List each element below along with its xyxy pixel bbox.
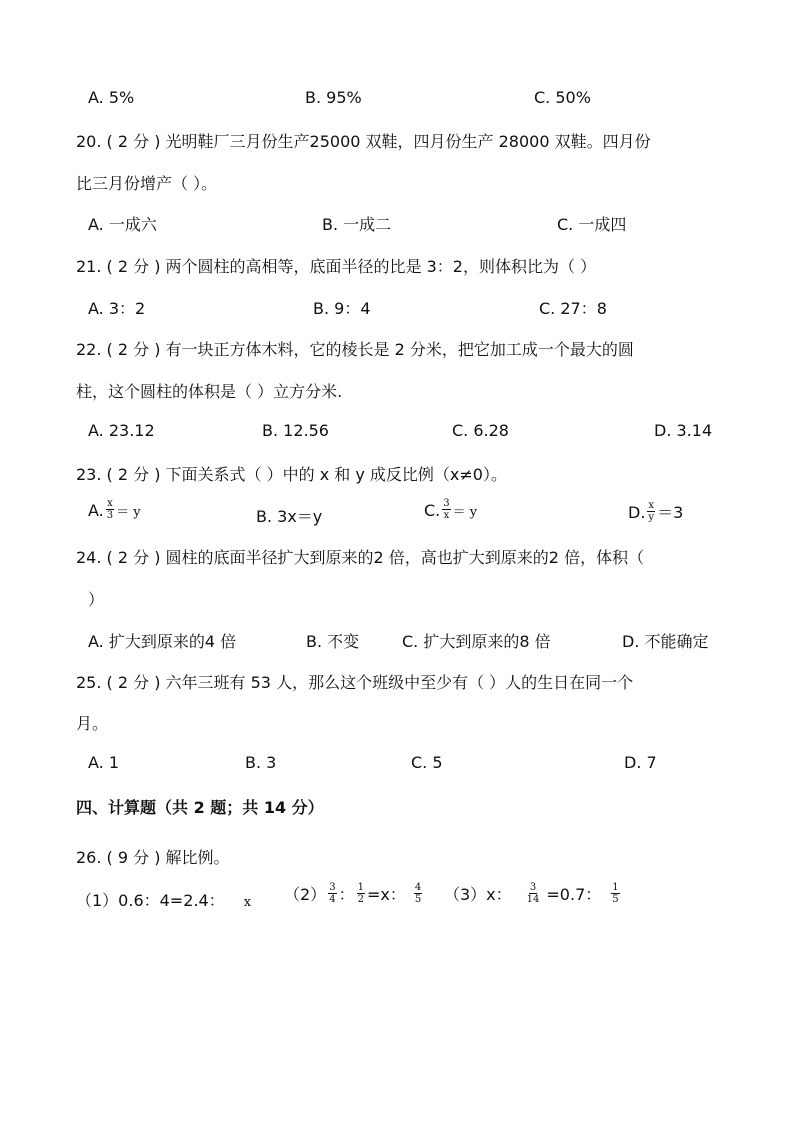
q25-option-b: B. 3 — [245, 753, 277, 772]
q24-option-c: C. 扩大到原来的8 倍 — [402, 632, 551, 651]
q24-option-b: B. 不变 — [306, 632, 360, 651]
q23-option-c-tail: ＝ y — [452, 505, 478, 520]
fraction — [526, 882, 541, 905]
q23-option-c-label: C. — [424, 501, 441, 520]
fraction-denominator: 2 — [357, 894, 364, 905]
q25-stem-line2: 月。 — [76, 714, 109, 733]
fraction-numerator: x — [648, 500, 655, 511]
fraction-denominator: 3 — [106, 510, 114, 521]
q24-option-a: A. 扩大到原来的4 倍 — [88, 632, 237, 651]
q24-stem-line2: ） — [88, 590, 105, 609]
fraction-numerator: x — [107, 498, 113, 509]
q23-stem: 23. ( 2 分 ) 下面关系式（ ）中的 x 和 y 成反比例（x≠0）。 — [76, 465, 507, 484]
q23-option-d-label: D. — [628, 503, 646, 522]
q23-option-c — [424, 500, 477, 523]
q26-stem: 26. ( 9 分 ) 解比例。 — [76, 848, 230, 867]
section-heading: 四、计算题（共 2 题；共 14 分） — [76, 798, 324, 817]
q23-option-b: B. 3x＝y — [256, 507, 323, 526]
q20-option-c: C. 一成四 — [557, 215, 627, 234]
q23-option-d-tail: ＝3 — [657, 503, 684, 522]
fraction-denominator: x — [443, 510, 450, 521]
q26-problem-2-middle: =x： — [366, 885, 406, 904]
q21-stem: 21. ( 2 分 ) 两个圆柱的高相等，底面半径的比是 3：2，则体积比为（ ） — [76, 257, 597, 276]
q19-option-b: B. 95% — [305, 88, 362, 107]
fraction-numerator: 3 — [529, 882, 537, 893]
q22-option-b: B. 12.56 — [262, 421, 329, 440]
q21-option-c: C. 27：8 — [539, 299, 607, 318]
q20-stem-line2: 比三月份增产（ ）。 — [76, 174, 218, 193]
q24-option-d: D. 不能确定 — [622, 632, 709, 651]
fraction-numerator: 1 — [357, 882, 364, 893]
fraction-denominator: 5 — [414, 894, 422, 905]
q20-option-a: A. 一成六 — [88, 215, 157, 234]
fraction — [106, 498, 114, 521]
q25-option-c: C. 5 — [411, 753, 443, 772]
q20-stem-line1: 20. ( 2 分 ) 光明鞋厂三月份生产25000 双鞋，四月份生产 28000 双鞋。四月份 — [76, 132, 651, 151]
q22-option-c: C. 6.28 — [452, 421, 509, 440]
fraction — [328, 882, 336, 905]
q25-stem-line1: 25. ( 2 分 ) 六年三班有 53 人，那么这个班级中至少有（ ）人的生日在同一个 — [76, 673, 634, 692]
q22-option-d: D. 3.14 — [654, 421, 713, 440]
fraction — [611, 882, 619, 905]
q26-problem-1 — [76, 888, 251, 911]
q23-option-d — [628, 500, 683, 525]
q26-problem-3-prefix: （3）x： — [444, 885, 512, 904]
fraction-numerator: 3 — [329, 882, 336, 893]
fraction-numerator: 1 — [612, 882, 619, 893]
fraction — [647, 500, 655, 523]
q26-problem-1-x: x — [243, 895, 252, 910]
q24-stem-line1: 24. ( 2 分 ) 圆柱的底面半径扩大到原来的2 倍，高也扩大到原来的2 倍，体积（ — [76, 548, 645, 567]
fraction-denominator: y — [648, 512, 655, 523]
q22-stem-line2: 柱，这个圆柱的体积是（ ）立方分米. — [76, 382, 343, 401]
q23-option-a — [88, 500, 141, 523]
fraction — [357, 882, 365, 905]
q25-option-a: A. 1 — [88, 753, 120, 772]
q26-problem-1-text: （1）0.6：4=2.4： — [76, 891, 225, 910]
q22-stem-line1: 22. ( 2 分 ) 有一块正方体木料，它的棱长是 2 分米，把它加工成一个最大的圆 — [76, 340, 634, 359]
q26-problem-2-prefix: （2） — [284, 885, 327, 904]
q26-problem-3-middle: =0.7： — [546, 885, 602, 904]
q23-option-a-tail: ＝ y — [116, 505, 141, 520]
fraction-denominator: 14 — [526, 894, 540, 905]
fraction — [414, 882, 422, 905]
fraction-denominator: 4 — [329, 894, 336, 905]
ratio-separator: ： — [338, 885, 355, 904]
q22-option-a: A. 23.12 — [88, 421, 155, 440]
q26-problem-2 — [284, 882, 424, 907]
q21-option-a: A. 3：2 — [88, 299, 146, 318]
fraction-numerator: 4 — [414, 882, 422, 893]
fraction-numerator: 3 — [443, 498, 450, 509]
fraction — [442, 498, 450, 521]
q19-option-a: A. 5% — [88, 88, 135, 107]
q20-option-b: B. 一成二 — [322, 215, 392, 234]
q26-problem-3 — [444, 882, 622, 907]
q19-option-c: C. 50% — [534, 88, 591, 107]
q23-option-a-label: A. — [88, 501, 104, 520]
fraction-denominator: 5 — [612, 894, 619, 905]
q21-option-b: B. 9：4 — [313, 299, 371, 318]
q25-option-d: D. 7 — [624, 753, 657, 772]
